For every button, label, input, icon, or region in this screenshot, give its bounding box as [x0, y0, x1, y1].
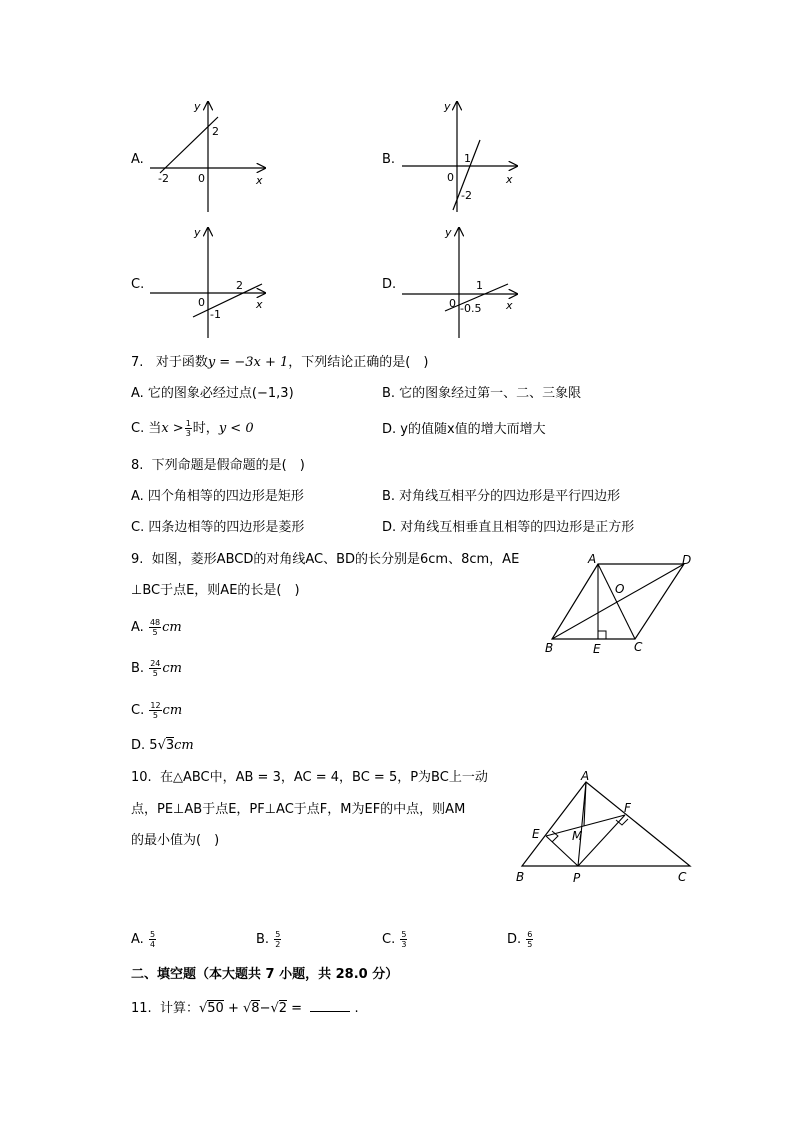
sqrt-sign: √ [198, 1001, 208, 1016]
vertex-label: C [634, 640, 643, 654]
intercept-label: 1 [464, 152, 471, 165]
option-text: C. 当 [131, 421, 162, 436]
axis-y-label: y [194, 100, 201, 113]
question-11 [131, 999, 359, 1017]
vertex-label: E [532, 827, 540, 841]
q7-option-c [131, 419, 254, 438]
option-label: A. [131, 932, 144, 947]
q8-option-c: C. 四条边相等的四边形是菱形 [131, 520, 305, 535]
q7-option-b: B. 它的图象经过第一、二、三象限 [382, 386, 582, 401]
intercept-label: -1 [210, 308, 221, 321]
denominator: 5 [152, 628, 158, 637]
unit: cm [162, 661, 182, 676]
question-9-stem [131, 552, 519, 568]
fraction [185, 419, 192, 438]
question-9-stem-line2: ⊥BC于点E，则AE的长是( ) [131, 583, 300, 598]
axis-y-label: y [444, 100, 451, 113]
question-number: 7. [131, 355, 144, 370]
question-7-stem [131, 355, 428, 371]
origin-label: 0 [198, 172, 205, 185]
radicand: 2 [278, 1001, 288, 1016]
option-label: B. [131, 661, 145, 676]
math: y < 0 [218, 421, 254, 436]
intercept-label: 2 [236, 279, 243, 292]
operator: = [287, 1001, 307, 1016]
q7-option-a: A. 它的图象必经过点(−1,3) [131, 386, 294, 401]
numerator: 24 [150, 659, 161, 668]
stem-text: ，下列结论正确的是( ) [288, 355, 429, 370]
option-text: 时， [192, 421, 219, 436]
operator: + [223, 1001, 243, 1016]
option-a-label: A. [131, 152, 144, 167]
vertex-label: P [573, 871, 581, 885]
vertex-label: C [678, 870, 687, 884]
axis-x-label: x [256, 298, 263, 311]
denominator: 4 [149, 940, 156, 949]
q8-option-d: D. 对角线互相垂直且相等的四边形是正方形 [382, 520, 635, 535]
sqrt-sign: √ [242, 1001, 252, 1016]
option-label: D. [131, 738, 146, 753]
denominator: 5 [152, 669, 158, 678]
option-b-label: B. [382, 152, 396, 167]
vertex-label: B [516, 870, 525, 884]
stem-text: 下列命题是假命题的是( ) [151, 458, 305, 473]
q9-option-b [131, 659, 182, 678]
operator: − [259, 1001, 271, 1016]
answer-blank[interactable] [310, 999, 350, 1012]
triangle-figure [512, 768, 702, 890]
formula: y = −3x + 1 [207, 355, 289, 370]
q9-option-a [131, 618, 182, 637]
option-label: C. [131, 703, 145, 718]
coefficient: 5 [149, 738, 158, 753]
q10-option-a [131, 930, 157, 949]
q7-option-d: D. y的值随x值的增大而增大 [382, 422, 546, 437]
option-label: D. [507, 932, 522, 947]
q10-option-b [256, 930, 282, 949]
denominator: 5 [527, 940, 533, 949]
graph-d [400, 224, 525, 342]
stem-text: 计算： [159, 1001, 199, 1016]
question-10-stem-line3: 的最小值为( ) [131, 833, 220, 848]
question-number: 8. [131, 458, 144, 473]
radicand: 3 [165, 738, 175, 753]
sqrt-sign: √ [270, 1001, 279, 1016]
axis-x-label: x [256, 174, 263, 187]
option-label: A. [131, 620, 144, 635]
vertex-label: A [588, 552, 597, 566]
numerator: 48 [149, 618, 161, 627]
option-label: C. [382, 932, 396, 947]
q8-option-a: A. 四个角相等的四边形是矩形 [131, 489, 304, 504]
q10-option-d [507, 930, 534, 949]
denominator: 2 [275, 940, 281, 949]
question-number: 11. [131, 1001, 152, 1016]
numerator: 5 [149, 930, 156, 939]
unit: cm [162, 620, 182, 635]
vertex-label: E [593, 642, 601, 656]
radicand: 50 [207, 1001, 224, 1016]
q9-option-d [131, 738, 194, 754]
origin-label: 0 [198, 296, 205, 309]
stem-text: 在△ABC中，AB = 3，AC = 4，BC = 5，P为BC上一动 [159, 770, 488, 785]
sqrt-sign: √ [157, 738, 166, 753]
question-number: 9. [131, 552, 144, 567]
option-d-label: D. [382, 277, 397, 292]
axis-y-label: y [194, 226, 201, 239]
math: x > [161, 421, 184, 436]
option-label: B. [256, 932, 270, 947]
graph-c [148, 224, 273, 342]
question-8-stem [131, 458, 305, 474]
question-number: 10. [131, 770, 152, 785]
vertex-label: B [545, 641, 554, 655]
unit: cm [174, 738, 194, 753]
option-c-label: C. [131, 277, 145, 292]
rhombus-figure [540, 550, 700, 658]
q8-option-b: B. 对角线互相平分的四边形是平行四边形 [382, 489, 621, 504]
numerator: 5 [401, 930, 407, 939]
intercept-label: -0.5 [460, 302, 482, 315]
q10-option-c [382, 930, 408, 949]
intercept-label: 1 [476, 279, 483, 292]
vertex-label: O [615, 582, 625, 596]
intercept-label: 2 [212, 125, 219, 138]
axis-y-label: y [445, 226, 452, 239]
numerator: 6 [527, 930, 533, 939]
radicand: 8 [251, 1001, 260, 1016]
numerator: 5 [275, 930, 281, 939]
stem-text: 如图，菱形ABCD的对角线AC、BD的长分别是6cm、8cm，AE [151, 552, 520, 567]
q9-option-c [131, 701, 182, 720]
graph-a [148, 98, 273, 216]
stem-text: 对于函数 [155, 355, 208, 370]
intercept-label: -2 [158, 172, 169, 185]
vertex-label: F [624, 801, 631, 815]
denominator: 3 [401, 940, 407, 949]
denominator: 5 [152, 711, 158, 720]
vertex-label: M [572, 829, 583, 843]
denominator: 3 [185, 429, 191, 438]
question-10-stem [131, 770, 488, 786]
axis-x-label: x [506, 173, 513, 186]
graph-b [400, 98, 525, 216]
vertex-label: A [581, 769, 590, 783]
end-punct: . [350, 1001, 359, 1016]
question-10-stem-line2: 点，PE⊥AB于点E，PF⊥AC于点F，M为EF的中点，则AM [131, 802, 466, 817]
intercept-label: -2 [461, 189, 472, 202]
origin-label: 0 [447, 171, 454, 184]
numerator: 12 [150, 701, 161, 710]
vertex-label: D [682, 553, 692, 567]
section-title: 二、填空题（本大题共 7 小题，共 28.0 分） [131, 967, 399, 982]
origin-label: 0 [449, 297, 456, 310]
numerator: 1 [185, 419, 191, 428]
unit: cm [162, 703, 183, 718]
axis-x-label: x [506, 299, 513, 312]
